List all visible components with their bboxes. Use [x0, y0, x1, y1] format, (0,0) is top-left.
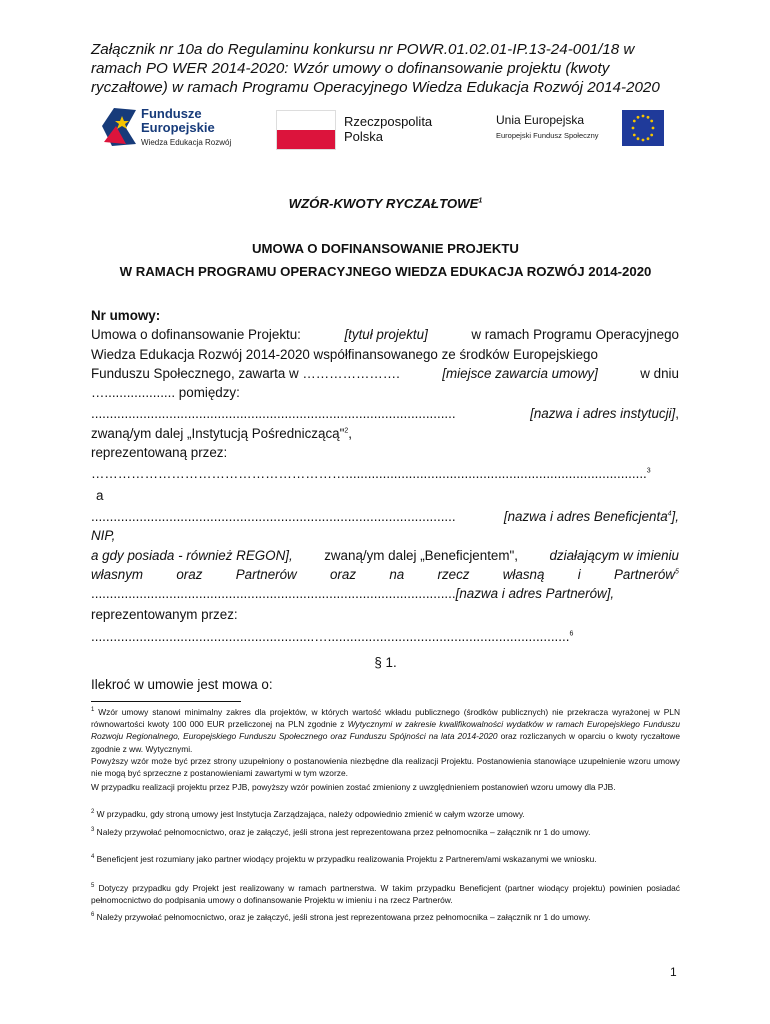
acting-line [91, 565, 679, 584]
contract-number-label: Nr umowy: [91, 308, 161, 323]
body-line-3 [91, 364, 679, 383]
word-8: i [577, 566, 581, 582]
footnote-3-text: Należy przywołać pełnomocnictwo, oraz je załączyć, jeśli strona jest reprezentowana przez pełnomocnika – załącznik nr 1 do umowy. [96, 827, 591, 837]
place-placeholder: [miejsce zawarcia umowy] [442, 365, 598, 381]
word-2: oraz [176, 566, 203, 582]
footnote-4 [91, 853, 680, 865]
institution-dots: .................................................................................................. [91, 406, 456, 422]
footnote-separator [91, 701, 241, 702]
represented-dots-2 [91, 627, 679, 646]
p2-text: Wiedza Edukacja Rozwój 2014-2020 współfinansowanego ze środków Europejskiego [91, 346, 598, 362]
project-title-placeholder: [tytuł projektu] [344, 327, 428, 343]
fe-line-1: Fundusze [141, 106, 202, 121]
footnote-ref-3: 3 [646, 467, 651, 475]
footnote-2 [91, 808, 680, 820]
beneficiary-dots: .................................................................................................. [91, 508, 456, 524]
header-line-3: ryczałtowe) w ramach Programu Operacyjnego Wiedza Edukacja Rozwój 2014-2020 [91, 79, 660, 96]
whenever-text: Ilekroć w umowie jest mowa o: [91, 677, 273, 692]
body-line-1 [91, 325, 679, 344]
body-line-4: …................... pomiędzy: [91, 385, 240, 401]
header-line-2: ramach PO WER 2014-2020: Wzór umowy o dofinansowanie projektu (kwoty [91, 60, 610, 77]
word-5: na [389, 566, 405, 582]
p1-text-end: w ramach Programu Operacyjnego [471, 327, 679, 343]
footnote-6 [91, 911, 680, 923]
template-title-text: WZÓR-KWOTY RYCZAŁTOWE [288, 196, 479, 211]
regon-text: a gdy posiada - również REGON], [91, 547, 293, 563]
beneficiary-line [91, 507, 679, 526]
word-7: własną [502, 566, 545, 582]
word-6: rzecz [437, 566, 470, 582]
footnote-1-d: Powyższy wzór może być przez strony uzupełniony o postanowienia niezbędne dla realizacji Projektu. Postanowienia stanowiące uzupełnienie wzoru umowy nie mogą być sprzeczne z postanowieniami zawartymi w tym wzorze. [91, 756, 680, 779]
footnote-6-num: 6 [91, 912, 95, 919]
footnote-5 [91, 882, 680, 906]
word-1: własnym [91, 566, 144, 582]
partners-dots: .................................................................................................. [91, 586, 456, 602]
institution-alias-end: , [348, 425, 352, 441]
rp-line-2: Polska [344, 129, 384, 144]
footnote-1-e: W przypadku realizacji projektu przez PJB, powyższy wzór powinien zostać zmieniony z uwzględnieniem postanowień wzoru umowy dla PJB. [91, 782, 616, 792]
section-1-heading: § 1. [374, 655, 397, 670]
represented-dots-1 [91, 464, 679, 483]
template-title [91, 196, 680, 211]
regon-line [91, 546, 679, 565]
ue-subtitle: Europejski Fundusz Społeczny [496, 131, 599, 140]
contract-body [91, 306, 679, 646]
fe-line-2: Europejskie [141, 120, 215, 135]
footnote-1-num: 1 [91, 707, 95, 714]
rzeczpospolita-logo [276, 104, 466, 154]
footnote-ref-5: 5 [674, 568, 679, 576]
fe-subtitle: Wiedza Edukacja Rozwój [141, 138, 232, 147]
institution-line [91, 404, 679, 423]
institution-placeholder: [nazwa i adres instytucji] [530, 406, 676, 422]
body-line-2 [91, 345, 679, 364]
footnote-ref-6: 6 [569, 630, 574, 638]
footnote-ref-1: 1 [478, 197, 483, 205]
footnote-ref-2: 2 [344, 427, 349, 435]
fundusze-europejskie-logo [100, 104, 250, 154]
fe-star-icon [100, 104, 138, 148]
contract-title-2: W RAMACH PROGRAMU OPERACYJNEGO WIEDZA EDUKACJA ROZWÓJ 2014-2020 [119, 264, 652, 279]
page-number: 1 [670, 965, 677, 979]
footnote-5-text: Dotyczy przypadku gdy Projekt jest realizowany w ramach partnerstwa. W takim przypadku Beneficjent (partner wiodący projektu) powinien posiadać pełnomocnictwo do podpisania umowy o dofinansowanie Projektu w imieniu i na rzecz Partnerów. [91, 883, 680, 906]
p1-text: Umowa o dofinansowanie Projektu: [91, 327, 301, 343]
partners-line [91, 584, 679, 603]
footnote-1-a: Wzór umowy stanowi minimalny zakres dla projektów, w których wartość wkładu publicznego (środków publicznych) nie przekracza wyrażonej w PLN równowartości kwoty 100 000 EUR przeliczonej na PLN zgodnie z [91, 707, 681, 730]
conjunction-a: a [96, 487, 104, 503]
footnote-4-num: 4 [91, 854, 95, 861]
unia-europejska-logo [496, 104, 666, 154]
nip-label: NIP, [91, 528, 116, 544]
ue-title: Unia Europejska [496, 113, 585, 127]
footnote-1 [91, 706, 680, 755]
footnote-5-num: 5 [91, 883, 95, 890]
footnote-1-c: oraz rozliczanych w oparciu o kwoty ryczałtowe zgodnie z ww. Wytycznymi. [91, 731, 681, 754]
logo-bar [100, 104, 670, 154]
footnote-2-num: 2 [91, 809, 95, 816]
footnote-6-text: Należy przywołać pełnomocnictwo, oraz je załączyć, jeśli strona jest reprezentowana przez pełnomocnika – załącznik nr 1 do umowy. [96, 912, 591, 922]
footnote-3-num: 3 [91, 827, 95, 834]
represented-dots-2-text: ............................................................…................................................................. [91, 628, 570, 644]
p3-text: Funduszu Społecznego, zawarta w …………………. [91, 365, 400, 381]
footnote-1-b: Wytycznymi w zakresie kwalifikowalności wydatków w ramach Europejskiego Funduszu Rozwoju Regionalnego, Europejskiego Funduszu Społecznego oraz Funduszu Spójności na lata 2014-2020 [91, 719, 681, 742]
word-4: oraz [329, 566, 357, 582]
polish-flag-icon [276, 110, 336, 150]
rp-line-1: Rzeczpospolita [344, 114, 433, 129]
footnote-ref-4: 4 [667, 510, 672, 518]
institution-comma: , [675, 406, 679, 422]
partners-placeholder: [nazwa i adres Partnerów], [455, 586, 615, 602]
represented-by-2: reprezentowanym przez: [91, 607, 238, 623]
word-3: Partnerów [235, 566, 297, 582]
footnote-3 [91, 826, 680, 838]
p3-text-end: w dniu [640, 365, 679, 381]
beneficiary-placeholder: [nazwa i adres Beneficjenta [503, 508, 668, 524]
header-line-1: Załącznik nr 10a do Regulaminu konkursu nr POWR.01.02.01-IP.13-24-001/18 w [91, 41, 635, 58]
word-9: Partnerów [613, 566, 675, 582]
represented-by-1: reprezentowaną przez: [91, 445, 228, 461]
attachment-header [91, 40, 680, 97]
footnote-2-text: W przypadku, gdy stroną umowy jest Instytucja Zarządzająca, należy odpowiednio zmienić w całym wzorze umowy. [96, 809, 525, 819]
eu-flag-icon [622, 110, 664, 146]
represented-dots-1-text: …………………………………………………................................................................................. [91, 466, 647, 482]
footnote-4-text: Beneficjent jest rozumiany jako partner wiodący projektu w przypadku realizowania Projektu z Partnerem/ami wskazanymi we wniosku. [96, 854, 597, 864]
contract-title-1: UMOWA O DOFINANSOWANIE PROJEKTU [252, 241, 519, 256]
beneficiary-alias: zwaną/ym dalej „Beneficjentem", [324, 547, 518, 563]
beneficiary-placeholder-end: ], [671, 508, 679, 524]
acting-text: działającym w imieniu [549, 547, 679, 563]
institution-alias [91, 424, 679, 443]
institution-alias-text: zwaną/ym dalej „Instytucją Pośredniczącą" [91, 425, 345, 441]
